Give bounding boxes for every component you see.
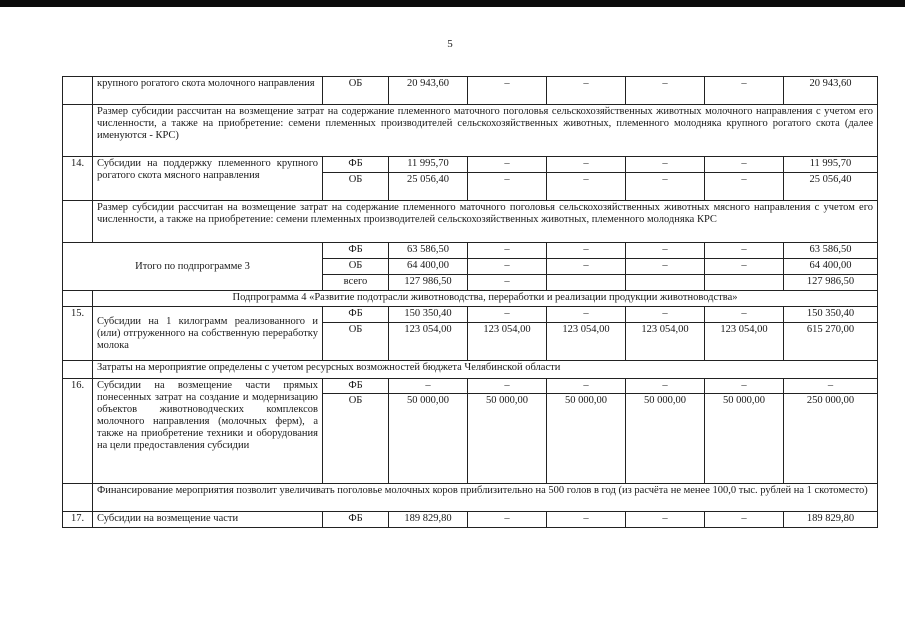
value-cell: 20 943,60 (389, 77, 468, 105)
top-black-bar (0, 0, 905, 7)
note-row (63, 105, 878, 157)
value-cell: 50 000,00 (705, 394, 784, 484)
funding-source: ФБ (323, 157, 389, 173)
total-cell: 64 400,00 (784, 259, 878, 275)
value-cell: – (626, 173, 705, 201)
value-cell (547, 275, 626, 291)
value-cell: – (547, 173, 626, 201)
page-number: 5 (447, 38, 453, 50)
measure-name: Субсидии на поддержку племенного крупного рогатого скота мясного направления (93, 157, 323, 201)
table-row (63, 512, 878, 528)
funding-source: ОБ (323, 77, 389, 105)
value-cell: – (626, 259, 705, 275)
table-row (63, 379, 878, 394)
measure-name: Субсидии на возмещение части (93, 512, 323, 528)
row-number: 14. (63, 157, 93, 201)
funding-source: ОБ (323, 323, 389, 361)
value-cell: – (626, 243, 705, 259)
value-cell: 64 400,00 (389, 259, 468, 275)
row-note: Размер субсидии рассчитан на возмещение затрат на содержание племенного маточного поголовья сельскохозяйственных животных молочного направления с учетом его численности, а также на приобретение: семени племенных производителей сельскохозяйственных животных, племенного молодняка крупного рогатого скота (далее именуются - КРС) (93, 105, 878, 157)
value-cell (626, 275, 705, 291)
value-cell: – (705, 512, 784, 528)
total-cell: – (784, 379, 878, 394)
value-cell: – (468, 379, 547, 394)
row-number-cell (63, 484, 93, 512)
value-cell: 50 000,00 (468, 394, 547, 484)
row-note: Финансирование мероприятия позволит увеличивать поголовье молочных коров приблизительно на 500 голов в год (из расчёта не менее 100,0 тыс. рублей на 1 скотоместо) (93, 484, 878, 512)
value-cell: – (626, 77, 705, 105)
value-cell: 63 586,50 (389, 243, 468, 259)
funding-source: ФБ (323, 307, 389, 323)
value-cell: 123 054,00 (389, 323, 468, 361)
total-cell: 20 943,60 (784, 77, 878, 105)
value-cell: – (705, 259, 784, 275)
value-cell: – (547, 379, 626, 394)
table-row (63, 157, 878, 173)
value-cell: – (705, 307, 784, 323)
value-cell: 189 829,80 (389, 512, 468, 528)
value-cell: 127 986,50 (389, 275, 468, 291)
value-cell: – (468, 275, 547, 291)
table-row (63, 77, 878, 105)
value-cell: 123 054,00 (468, 323, 547, 361)
value-cell: 150 350,40 (389, 307, 468, 323)
value-cell: – (626, 157, 705, 173)
value-cell: – (705, 77, 784, 105)
row-number-cell (63, 105, 93, 157)
row-number-cell (63, 361, 93, 379)
row-number-cell (63, 77, 93, 105)
row-number-cell (63, 291, 93, 307)
funding-source: ОБ (323, 394, 389, 484)
table-row (63, 307, 878, 323)
budget-table (62, 76, 878, 528)
value-cell: – (705, 243, 784, 259)
total-cell: 189 829,80 (784, 512, 878, 528)
value-cell: – (468, 157, 547, 173)
row-note: Затраты на мероприятие определены с учетом ресурсных возможностей бюджета Челябинской области (93, 361, 878, 379)
value-cell: – (626, 512, 705, 528)
total-cell: 615 270,00 (784, 323, 878, 361)
value-cell: – (389, 379, 468, 394)
total-cell: 63 586,50 (784, 243, 878, 259)
total-cell: 150 350,40 (784, 307, 878, 323)
value-cell: – (547, 307, 626, 323)
measure-name: крупного рогатого скота молочного направления (93, 77, 323, 105)
value-cell (705, 275, 784, 291)
value-cell: – (705, 173, 784, 201)
value-cell: – (468, 512, 547, 528)
value-cell: 50 000,00 (547, 394, 626, 484)
total-cell: 11 995,70 (784, 157, 878, 173)
funding-source: ФБ (323, 512, 389, 528)
row-note: Размер субсидии рассчитан на возмещение затрат на содержание племенного маточного поголовья сельскохозяйственных животных мясного направления с учетом его численности, а также на приобретение: семени племенных производителей сельскохозяйственных животных, племенного молодняка КРС (93, 201, 878, 243)
value-cell: 11 995,70 (389, 157, 468, 173)
subtotal-row (63, 243, 878, 259)
total-cell: 25 056,40 (784, 173, 878, 201)
budget-table-container (62, 76, 877, 528)
subprogram-title: Подпрограмма 4 «Развитие подотрасли животноводства, переработки и реализации продукции животноводства» (93, 291, 878, 307)
value-cell: 50 000,00 (389, 394, 468, 484)
value-cell: – (547, 77, 626, 105)
value-cell: 50 000,00 (626, 394, 705, 484)
row-number: 16. (63, 379, 93, 484)
funding-source: ОБ (323, 173, 389, 201)
note-row (63, 484, 878, 512)
value-cell: – (626, 379, 705, 394)
section-header-row (63, 291, 878, 307)
measure-name: Субсидии на возмещение части прямых понесенных затрат на создание и модернизацию объектов животноводческих комплексов молочного направления (молочных ферм), а также на приобретение техники и оборудования на цели предоставления субсидии (93, 379, 323, 484)
value-cell: – (547, 512, 626, 528)
value-cell: 123 054,00 (547, 323, 626, 361)
note-row (63, 361, 878, 379)
funding-source: ФБ (323, 243, 389, 259)
row-number: 17. (63, 512, 93, 528)
value-cell: – (547, 259, 626, 275)
value-cell: – (468, 77, 547, 105)
row-number: 15. (63, 307, 93, 361)
measure-name: Субсидии на 1 килограмм реализованного и (или) отгруженного на собственную переработку молока (93, 307, 323, 361)
row-number-cell (63, 201, 93, 243)
total-cell: 250 000,00 (784, 394, 878, 484)
funding-source: всего (323, 275, 389, 291)
value-cell: – (468, 259, 547, 275)
total-cell: 127 986,50 (784, 275, 878, 291)
value-cell: – (705, 157, 784, 173)
value-cell: 25 056,40 (389, 173, 468, 201)
value-cell: 123 054,00 (705, 323, 784, 361)
value-cell: 123 054,00 (626, 323, 705, 361)
funding-source: ФБ (323, 379, 389, 394)
value-cell: – (468, 307, 547, 323)
value-cell: – (626, 307, 705, 323)
value-cell: – (705, 379, 784, 394)
value-cell: – (468, 173, 547, 201)
value-cell: – (547, 243, 626, 259)
value-cell: – (468, 243, 547, 259)
subtotal-label: Итого по подпрограмме 3 (63, 243, 323, 291)
value-cell: – (547, 157, 626, 173)
funding-source: ОБ (323, 259, 389, 275)
note-row (63, 201, 878, 243)
